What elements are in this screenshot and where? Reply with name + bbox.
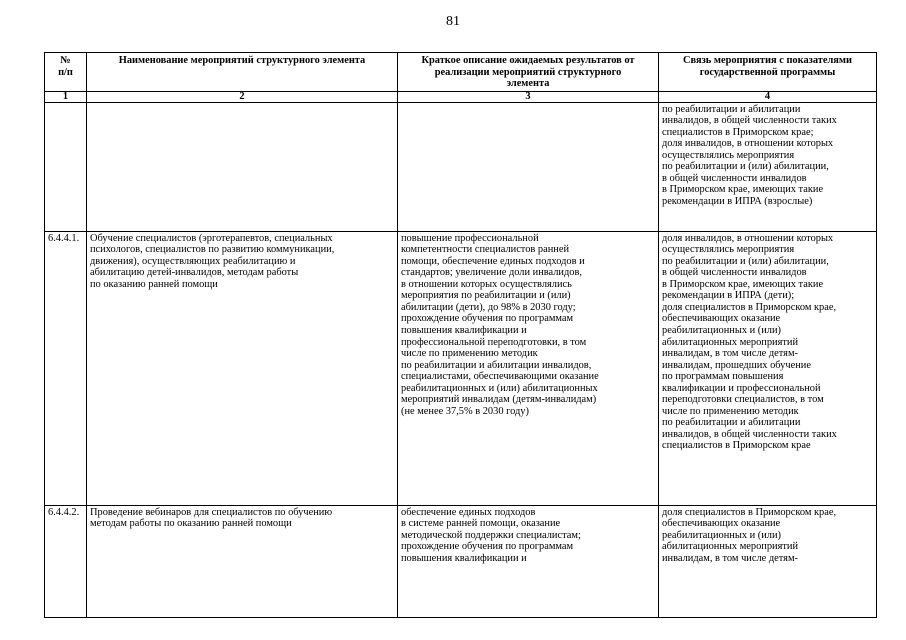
cell-line: помощи, обеспечение единых подходов и [401, 255, 585, 267]
indicator-link-cell [659, 102, 877, 231]
table-row-6-4-4-2 [45, 505, 877, 617]
cell-line: доля специалистов в Приморском крае, [662, 506, 837, 518]
cell-line: в системе ранней помощи, оказание [401, 518, 561, 530]
cell-line: по оказанию ранней помощи [90, 278, 218, 290]
cell-line: (не менее 37,5% в 2030 году) [401, 405, 529, 417]
column-index: 2 [87, 91, 398, 102]
header-line: Связь мероприятия с показателями [683, 55, 852, 66]
indicator-link-cell [659, 231, 877, 505]
column-index-row [45, 91, 877, 102]
cell-line: профессиональной переподготовки, в том [401, 336, 587, 348]
expected-results-cell [398, 102, 659, 231]
cell-line: в Приморском крае, имеющих такие [662, 278, 824, 290]
row-number: 6.4.4.2. [45, 505, 87, 617]
cell-line: инвалидов, в общей численности таких [662, 428, 837, 440]
header-line: государственной программы [699, 66, 836, 78]
row-number: 6.4.4.1. [45, 231, 87, 505]
header-line: реализации мероприятий структурного [434, 66, 622, 78]
header-expected-results [398, 53, 659, 92]
cell-line: мероприятий инвалидам (детям-инвалидам) [401, 394, 597, 406]
measure-name-cell [87, 505, 398, 617]
cell-line: обеспечивающих оказание [662, 313, 781, 325]
column-index: 3 [398, 91, 659, 102]
table-header-row [45, 53, 877, 92]
cell-line: абилитационных мероприятий [662, 336, 799, 348]
cell-line: числе по применению методик [662, 405, 799, 417]
cell-line: прохождение обучения по программам [401, 313, 574, 325]
cell-line: инвалидам, прошедших обучение [662, 359, 811, 371]
cell-line: рекомендации в ИПРА (дети); [662, 290, 795, 302]
row-number [45, 102, 87, 231]
cell-line: переподготовки специалистов, в том [662, 394, 824, 406]
cell-line: в отношении которых осуществлялись [401, 278, 572, 290]
cell-line: рекомендации в ИПРА (взрослые) [662, 196, 813, 208]
cell-line: квалификации и профессиональной [662, 382, 821, 394]
column-index: 4 [659, 91, 877, 102]
expected-results-cell [398, 231, 659, 505]
measure-name-cell [87, 102, 398, 231]
cell-line: специалистов в Приморском крае; [662, 126, 814, 138]
cell-line: инвалидам, в том числе детям- [662, 552, 798, 564]
header-line: элемента [506, 78, 550, 90]
cell-line: абилитационных мероприятий [662, 541, 799, 553]
cell-line: повышение профессиональной [401, 232, 539, 244]
header-line: № [60, 55, 71, 66]
expected-results-cell [398, 505, 659, 617]
cell-line: осуществлялись мероприятия [662, 244, 795, 256]
cell-line: стандартов; увеличение доли инвалидов, [401, 267, 582, 279]
cell-line: инвалидам, в том числе детям- [662, 348, 798, 360]
cell-line: обеспечивающих оказание [662, 518, 781, 530]
cell-line: обеспечение единых подходов [401, 506, 536, 518]
cell-line: компетентности специалистов ранней [401, 244, 570, 256]
indicator-link-cell [659, 505, 877, 617]
cell-line: по программам повышения [662, 371, 784, 383]
table-row-6-4-4-1 [45, 231, 877, 505]
cell-line: доля специалистов в Приморском крае, [662, 301, 837, 313]
header-line: Краткое описание ожидаемых результатов от [421, 55, 635, 66]
cell-line: методической поддержки специалистам; [401, 529, 581, 541]
header-line: п/п [58, 66, 73, 78]
cell-line: методам работы по оказанию ранней помощи [90, 518, 292, 530]
measures-table [44, 52, 877, 618]
cell-line: доля инвалидов, в отношении которых [662, 138, 834, 150]
cell-line: прохождение обучения по программам [401, 541, 574, 553]
cell-line: повышения квалификации и [401, 552, 527, 564]
cell-line: по реабилитации и абилитации [662, 103, 801, 115]
cell-line: в Приморском крае, имеющих такие [662, 184, 824, 196]
header-measure-name [87, 53, 398, 92]
cell-line: доля инвалидов, в отношении которых [662, 232, 834, 244]
table-row-continuation [45, 102, 877, 231]
header-program-indicators [659, 53, 877, 92]
cell-line: специалистами, обеспечивающими оказание [401, 371, 599, 383]
cell-line: числе по применению методик [401, 348, 538, 360]
cell-line: по реабилитации и абилитации инвалидов, [401, 359, 592, 371]
cell-line: повышения квалификации и [401, 325, 527, 337]
cell-line: по реабилитации и абилитации [662, 417, 801, 429]
cell-line: абилитации (дети), до 98% в 2030 году; [401, 301, 576, 313]
cell-line: специалистов в Приморском крае [662, 440, 811, 452]
column-index: 1 [45, 91, 87, 102]
cell-line: инвалидов, в общей численности таких [662, 115, 837, 127]
table-body [45, 102, 877, 617]
cell-line: Проведение вебинаров для специалистов по обучению [90, 506, 333, 518]
measure-name-cell [87, 231, 398, 505]
cell-line: осуществлялись мероприятия [662, 149, 795, 161]
cell-line: Обучение специалистов (эрготерапевтов, специальных [90, 232, 333, 244]
cell-line: в общей численности инвалидов [662, 172, 807, 184]
cell-line: в общей численности инвалидов [662, 267, 807, 279]
cell-line: реабилитационных и (или) [662, 529, 782, 541]
cell-line: психологов, специалистов по развитию коммуникации, [90, 244, 335, 256]
cell-line: реабилитационных и (или) абилитационных [401, 382, 598, 394]
page-number: 81 [446, 14, 460, 29]
cell-line: движения), осуществляющих реабилитацию и [90, 255, 296, 267]
cell-line: мероприятия по реабилитации и (или) [401, 290, 571, 302]
header-line: Наименование мероприятий структурного элемента [118, 55, 366, 66]
cell-line: по реабилитации и (или) абилитации, [662, 161, 829, 173]
cell-line: реабилитационных и (или) [662, 325, 782, 337]
cell-line: по реабилитации и (или) абилитации, [662, 255, 829, 267]
header-number [45, 53, 87, 92]
cell-line: абилитацию детей-инвалидов, методам работы [90, 267, 299, 279]
